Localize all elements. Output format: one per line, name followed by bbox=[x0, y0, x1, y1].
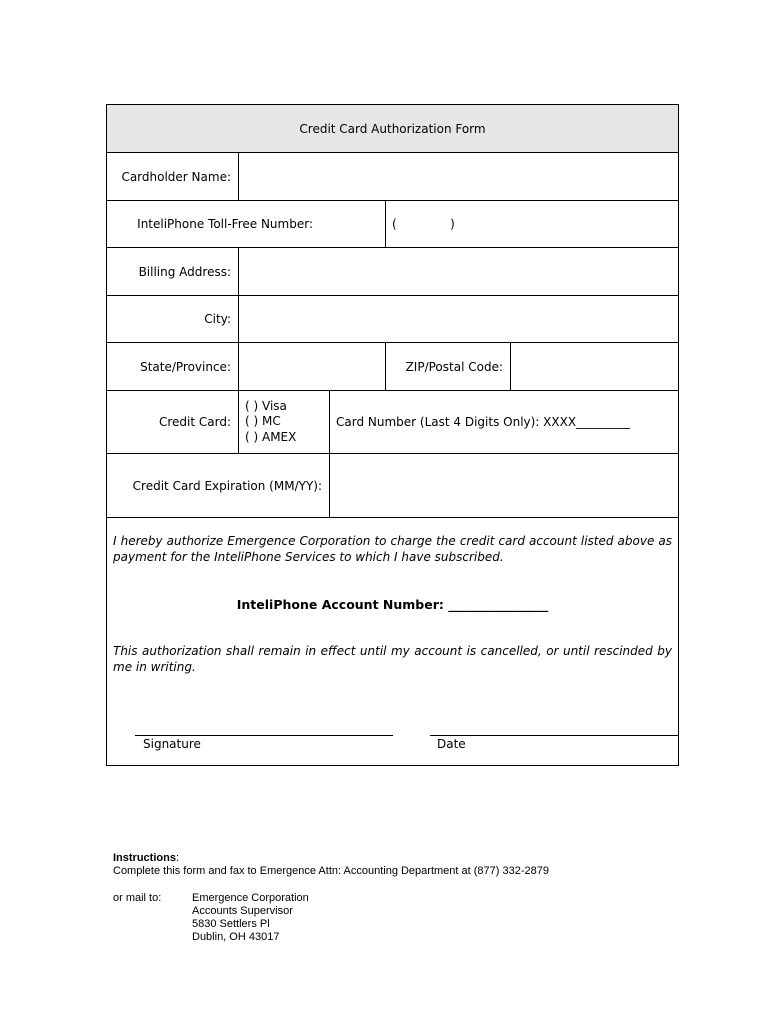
signature-label: Signature bbox=[143, 737, 201, 751]
date-line[interactable] bbox=[430, 735, 678, 736]
cardholder-row bbox=[107, 153, 678, 201]
address-line: Accounts Supervisor bbox=[192, 905, 293, 917]
billing-label: Billing Address: bbox=[138, 264, 231, 279]
card-option-amex[interactable]: ( ) AMEX bbox=[245, 429, 297, 444]
credit-card-row bbox=[107, 391, 678, 454]
zip-label: ZIP/Postal Code: bbox=[405, 359, 503, 374]
card-option-mc[interactable]: ( ) MC bbox=[245, 414, 281, 429]
city-row bbox=[107, 296, 678, 343]
instructions-block bbox=[113, 852, 549, 944]
toll-free-label-cell bbox=[107, 201, 385, 247]
authorization-text: I hereby authorize Emergence Corporation to charge the credit card account listed above as payment for the InteliPhone Services to which I have subscribed. bbox=[113, 534, 672, 564]
city-label-cell bbox=[107, 296, 238, 342]
expiration-label: Credit Card Expiration (MM/YY): bbox=[132, 478, 322, 493]
card-type-options bbox=[238, 391, 329, 453]
card-number-field[interactable] bbox=[329, 391, 678, 453]
zip-label-cell bbox=[385, 343, 510, 390]
city-label: City: bbox=[204, 312, 231, 326]
credit-card-authorization-form bbox=[106, 104, 679, 766]
instructions-heading-line bbox=[113, 852, 549, 865]
account-number-label: InteliPhone Account Number: ________________ bbox=[236, 597, 549, 612]
toll-free-label: InteliPhone Toll-Free Number: bbox=[137, 217, 313, 231]
expiration-field[interactable] bbox=[329, 454, 678, 517]
form-title: Credit Card Authorization Form bbox=[299, 121, 486, 136]
billing-row bbox=[107, 248, 678, 296]
address-line: Dublin, OH 43017 bbox=[192, 931, 280, 943]
billing-label-cell bbox=[107, 248, 238, 295]
signature-line[interactable] bbox=[135, 735, 393, 736]
instructions-heading: Instructions bbox=[113, 852, 176, 864]
instructions-colon: : bbox=[175, 852, 180, 864]
toll-free-number-field[interactable] bbox=[385, 201, 678, 247]
card-number-label: Card Number (Last 4 Digits Only): XXXX_________ bbox=[336, 415, 631, 429]
cardholder-label: Cardholder Name: bbox=[121, 169, 231, 184]
toll-free-row bbox=[107, 201, 678, 248]
state-label: State/Province: bbox=[140, 359, 231, 374]
form-header bbox=[107, 105, 678, 152]
zip-field[interactable] bbox=[510, 343, 678, 390]
cardholder-label-cell bbox=[107, 153, 238, 200]
date-label: Date bbox=[437, 737, 466, 751]
address-line: Emergence Corporation bbox=[192, 892, 309, 904]
expiration-label-cell bbox=[107, 454, 329, 517]
state-zip-row bbox=[107, 343, 678, 391]
toll-free-value: ( ) bbox=[392, 217, 455, 231]
effect-text: This authorization shall remain in effect until my account is cancelled, or until rescinded by me in writing. bbox=[113, 644, 672, 674]
card-option-visa[interactable]: ( ) Visa bbox=[245, 398, 287, 413]
expiration-row bbox=[107, 454, 678, 518]
address-line: 5830 Settlers Pl bbox=[192, 918, 270, 930]
form-header-row bbox=[107, 105, 678, 153]
credit-card-label-cell bbox=[107, 391, 238, 453]
city-field[interactable] bbox=[238, 296, 678, 342]
instructions-text: Complete this form and fax to Emergence Attn: Accounting Department at (877) 332-2879 bbox=[113, 865, 549, 877]
mail-label: or mail to: bbox=[113, 892, 162, 904]
mail-block bbox=[113, 892, 549, 944]
state-field[interactable] bbox=[238, 343, 385, 390]
credit-card-label: Credit Card: bbox=[158, 415, 231, 429]
cardholder-name-field[interactable] bbox=[238, 153, 678, 200]
billing-address-field[interactable] bbox=[238, 248, 678, 295]
state-label-cell bbox=[107, 343, 238, 390]
mailing-address bbox=[192, 892, 309, 944]
